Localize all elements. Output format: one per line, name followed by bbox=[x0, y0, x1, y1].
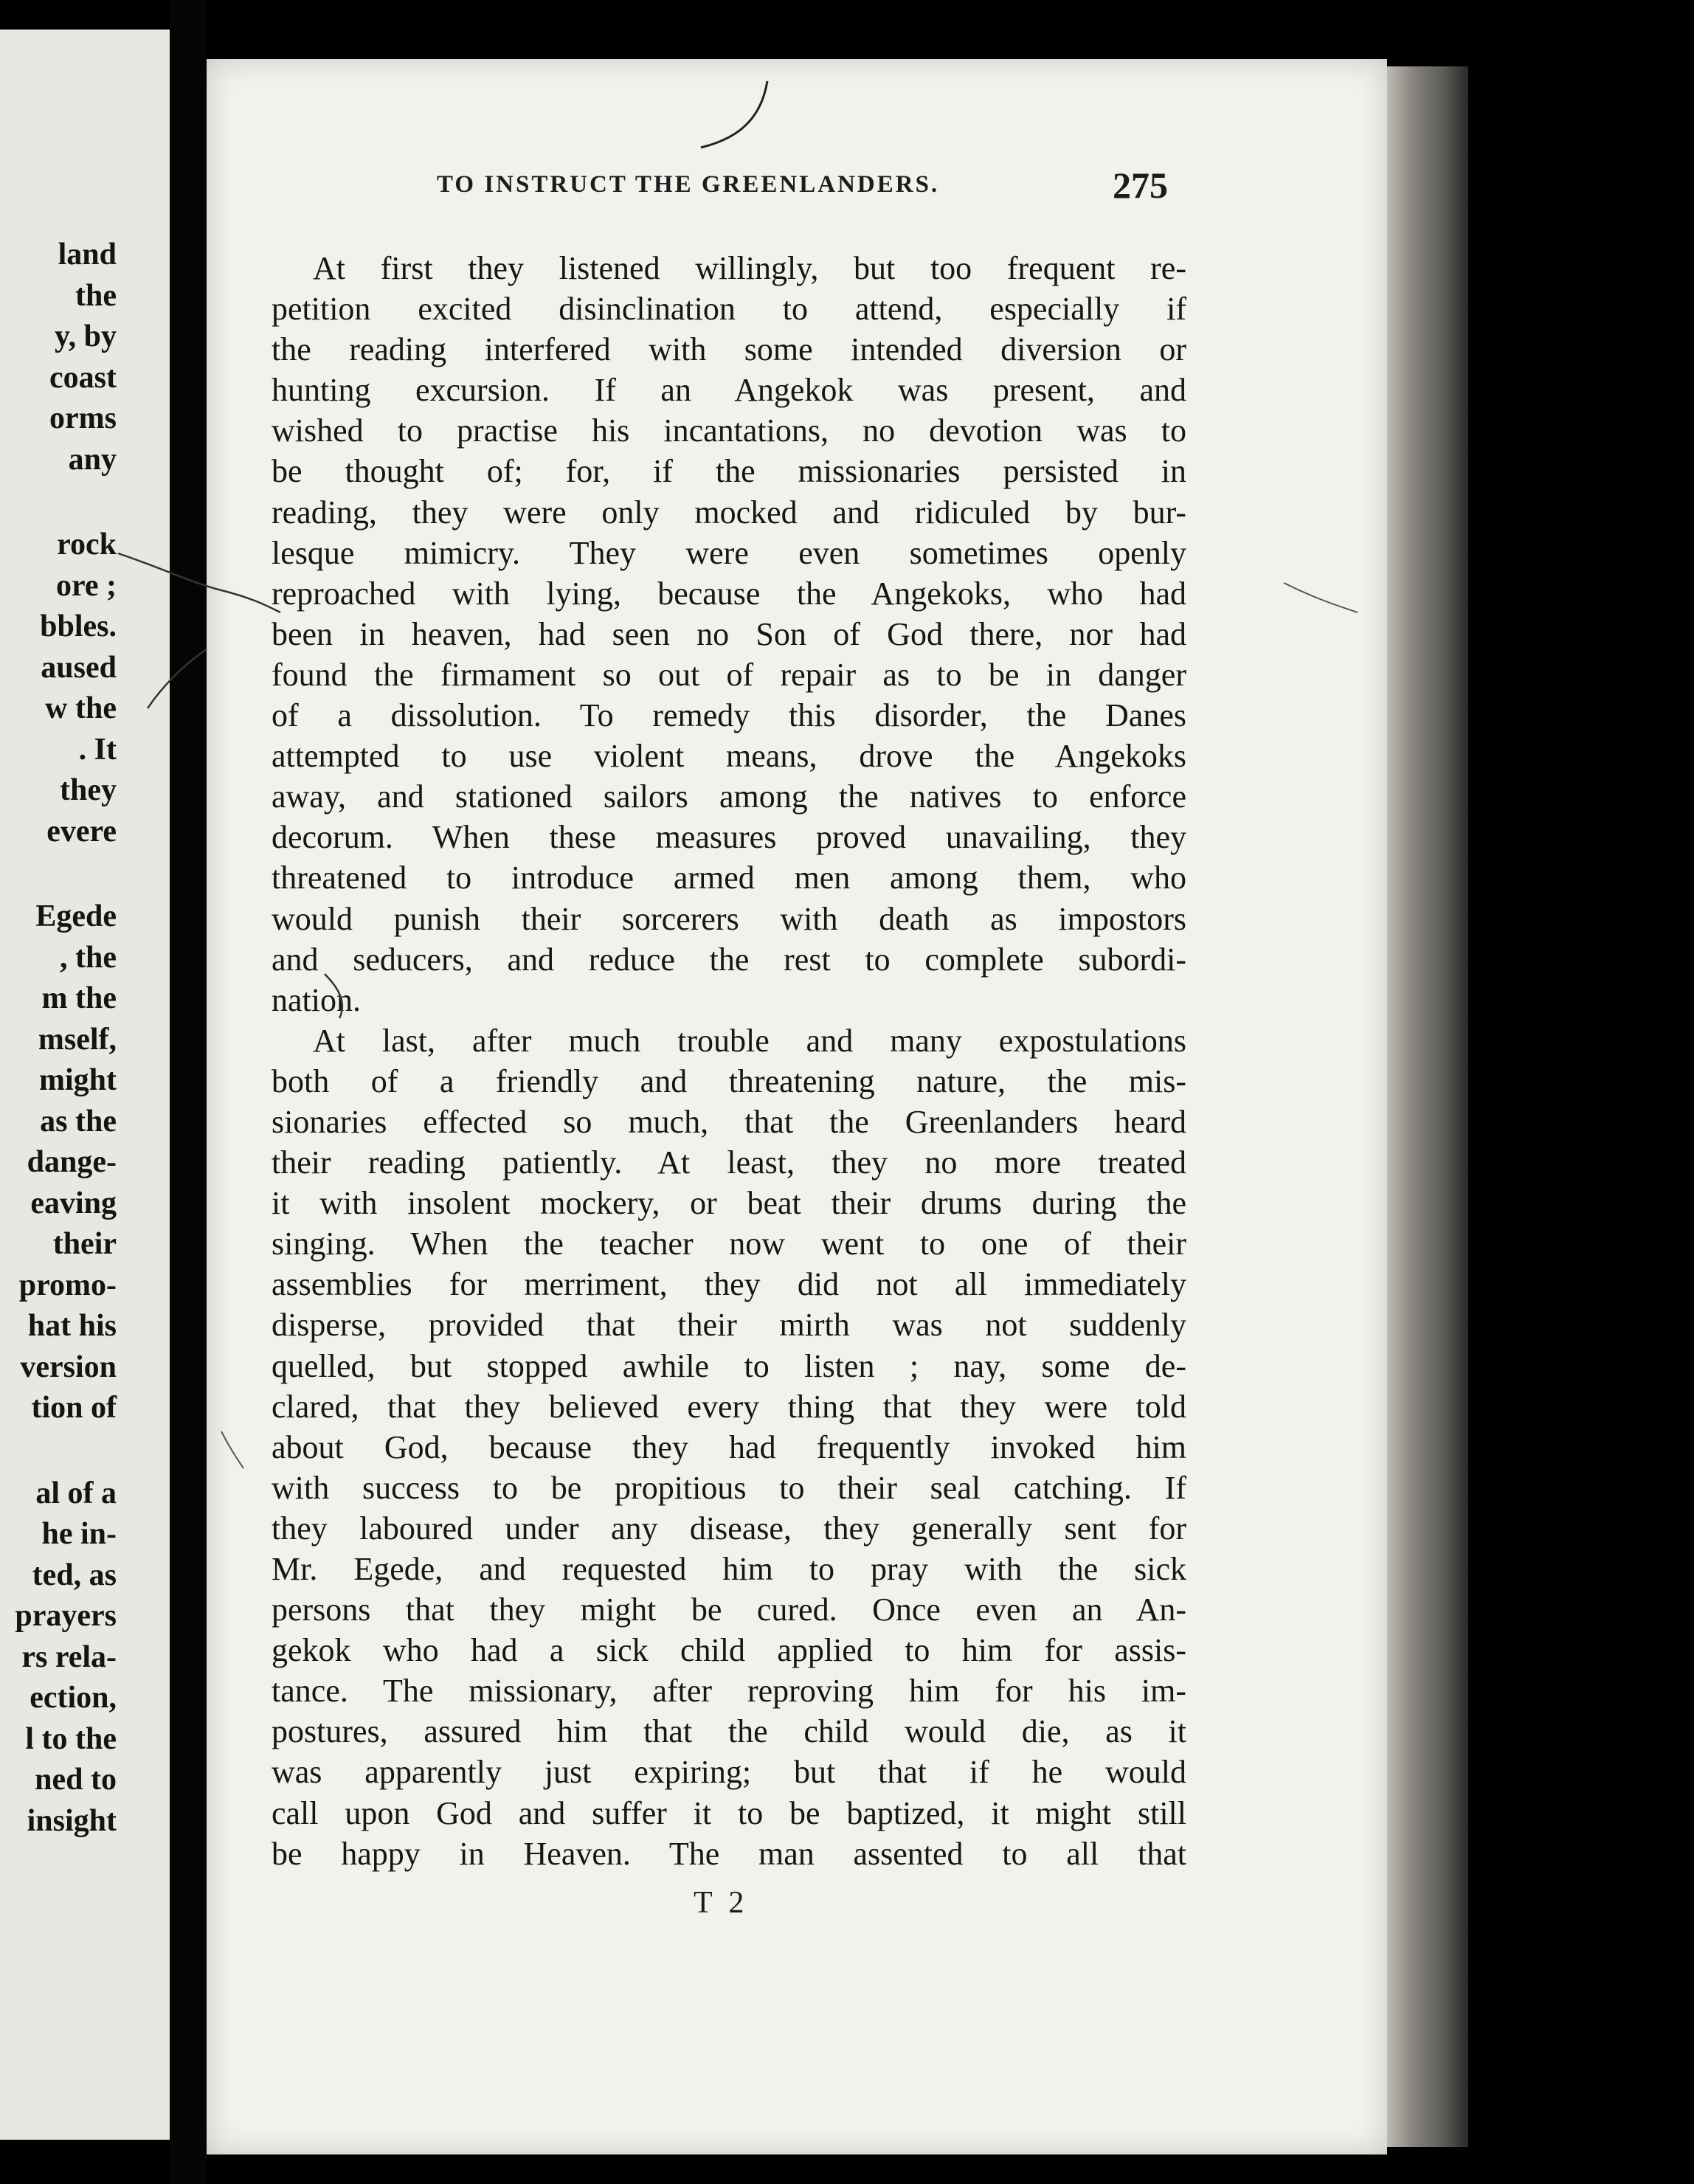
text-line: their reading patiently. At least, they no more treated bbox=[272, 1144, 1186, 1181]
left-page-line: aused bbox=[41, 650, 117, 685]
left-page-text-fragments bbox=[0, 235, 117, 1842]
left-page-line: Egede bbox=[35, 899, 117, 933]
left-page-line bbox=[0, 1429, 117, 1473]
left-page-line: prayers bbox=[15, 1599, 117, 1633]
running-head: TO INSTRUCT THE GREENLANDERS. bbox=[437, 171, 940, 198]
left-page-line: eaving bbox=[30, 1186, 117, 1220]
left-page-line: m the bbox=[41, 981, 117, 1015]
left-page-line: ection, bbox=[30, 1681, 117, 1715]
text-line: the reading interfered with some intended diversion or bbox=[272, 331, 1186, 368]
left-page-line: as the bbox=[40, 1104, 117, 1138]
text-line: hunting excursion. If an Angekok was present, and bbox=[272, 372, 1186, 409]
text-line: persons that they might be cured. Once even an An- bbox=[272, 1592, 1186, 1628]
left-page-line bbox=[0, 480, 117, 525]
left-page-line: ore ; bbox=[55, 568, 117, 603]
left-page-line: the bbox=[75, 278, 117, 313]
left-page-line: ted, as bbox=[32, 1558, 117, 1592]
left-page bbox=[0, 30, 170, 2140]
text-line: singing. When the teacher now went to one of their bbox=[272, 1226, 1186, 1262]
left-page-line: ned to bbox=[35, 1763, 117, 1797]
left-page-line: land bbox=[58, 238, 117, 272]
text-line: threatened to introduce armed men among them, who bbox=[272, 860, 1186, 896]
left-page-line: he in- bbox=[41, 1517, 117, 1551]
left-page-line: bbles. bbox=[40, 609, 117, 643]
left-page-line: mself, bbox=[38, 1022, 117, 1057]
text-line: call upon God and suffer it to be baptized, it might still bbox=[272, 1794, 1186, 1831]
text-line: assemblies for merriment, they did not all immediately bbox=[272, 1266, 1186, 1303]
left-page-line: promo- bbox=[18, 1268, 117, 1302]
signature-mark: T 2 bbox=[694, 1886, 749, 1920]
text-line: quelled, but stopped awhile to listen ; nay, some de- bbox=[272, 1347, 1186, 1384]
left-page-line: rs rela- bbox=[21, 1639, 117, 1674]
text-line: nation. bbox=[272, 981, 361, 1018]
text-line: it with insolent mockery, or beat their drums during the bbox=[272, 1185, 1186, 1222]
left-page-line: hat his bbox=[27, 1309, 117, 1343]
text-line: petition excited disinclination to attend, especially if bbox=[272, 291, 1186, 328]
text-line: be happy in Heaven. The man assented to all that bbox=[272, 1835, 1186, 1872]
left-page-line: tion of bbox=[31, 1391, 117, 1425]
text-line: attempted to use violent means, drove the Angekoks bbox=[272, 738, 1186, 775]
text-line: they laboured under any disease, they generally sent for bbox=[272, 1510, 1186, 1547]
text-line: away, and stationed sailors among the natives to enforce bbox=[272, 778, 1186, 815]
text-line: reproached with lying, because the Angekoks, who had bbox=[272, 575, 1186, 612]
left-page-line: w the bbox=[45, 691, 117, 725]
text-line: sionaries effected so much, that the Greenlanders heard bbox=[272, 1103, 1186, 1140]
left-page-line: evere bbox=[46, 814, 117, 849]
left-page-line: y, by bbox=[54, 319, 117, 353]
left-page-line bbox=[0, 852, 117, 896]
left-page-line: . It bbox=[78, 732, 117, 767]
text-line: postures, assured him that the child would die, as it bbox=[272, 1713, 1186, 1750]
text-line: be thought of; for, if the missionaries persisted in bbox=[272, 453, 1186, 490]
text-line: tance. The missionary, after reproving him for his im- bbox=[272, 1673, 1186, 1710]
text-line: disperse, provided that their mirth was not suddenly bbox=[272, 1307, 1186, 1344]
text-line: At last, after much trouble and many expostulations bbox=[313, 1022, 1186, 1059]
text-line: gekok who had a sick child applied to him for assis- bbox=[272, 1632, 1186, 1669]
body-text bbox=[272, 248, 1186, 1874]
left-page-line: their bbox=[52, 1227, 117, 1261]
text-line: clared, that they believed every thing that they were told bbox=[272, 1388, 1186, 1425]
text-line: found the firmament so out of repair as to be in danger bbox=[272, 656, 1186, 693]
text-line: with success to be propitious to their seal catching. If bbox=[272, 1469, 1186, 1506]
text-line: At first they listened willingly, but too frequent re- bbox=[313, 250, 1186, 286]
text-line: lesque mimicry. They were even sometimes openly bbox=[272, 534, 1186, 571]
left-page-line: coast bbox=[49, 360, 117, 395]
text-line: about God, because they had frequently invoked him bbox=[272, 1428, 1186, 1465]
left-page-line: al of a bbox=[35, 1476, 117, 1510]
left-page-line: any bbox=[68, 442, 117, 477]
left-page-line: l to the bbox=[25, 1721, 117, 1756]
text-line: both of a friendly and threatening nature, the mis- bbox=[272, 1062, 1186, 1099]
left-page-line: dange- bbox=[27, 1145, 117, 1179]
text-line: decorum. When these measures proved unavailing, they bbox=[272, 819, 1186, 856]
left-page-line: they bbox=[60, 773, 117, 807]
text-line: wished to practise his incantations, no devotion was to bbox=[272, 412, 1186, 449]
left-page-line: insight bbox=[27, 1803, 117, 1838]
left-page-line: might bbox=[39, 1063, 117, 1097]
text-line: was apparently just expiring; but that if he would bbox=[272, 1754, 1186, 1791]
page-edge bbox=[1387, 66, 1468, 2147]
text-line: would punish their sorcerers with death as impostors bbox=[272, 900, 1186, 937]
left-page-line: version bbox=[20, 1350, 117, 1384]
text-line: been in heaven, had seen no Son of God there, nor had bbox=[272, 615, 1186, 652]
left-page-line: , the bbox=[60, 940, 117, 975]
left-page-line: rock bbox=[57, 528, 117, 561]
text-line: of a dissolution. To remedy this disorder, the Danes bbox=[272, 697, 1186, 734]
text-line: reading, they were only mocked and ridiculed by bur- bbox=[272, 494, 1186, 531]
text-line: Mr. Egede, and requested him to pray with the sick bbox=[272, 1551, 1186, 1587]
page-number: 275 bbox=[1113, 165, 1168, 206]
book-gutter bbox=[170, 0, 207, 2184]
text-line: and seducers, and reduce the rest to complete subordi- bbox=[272, 941, 1186, 978]
left-page-line: orms bbox=[49, 401, 117, 435]
